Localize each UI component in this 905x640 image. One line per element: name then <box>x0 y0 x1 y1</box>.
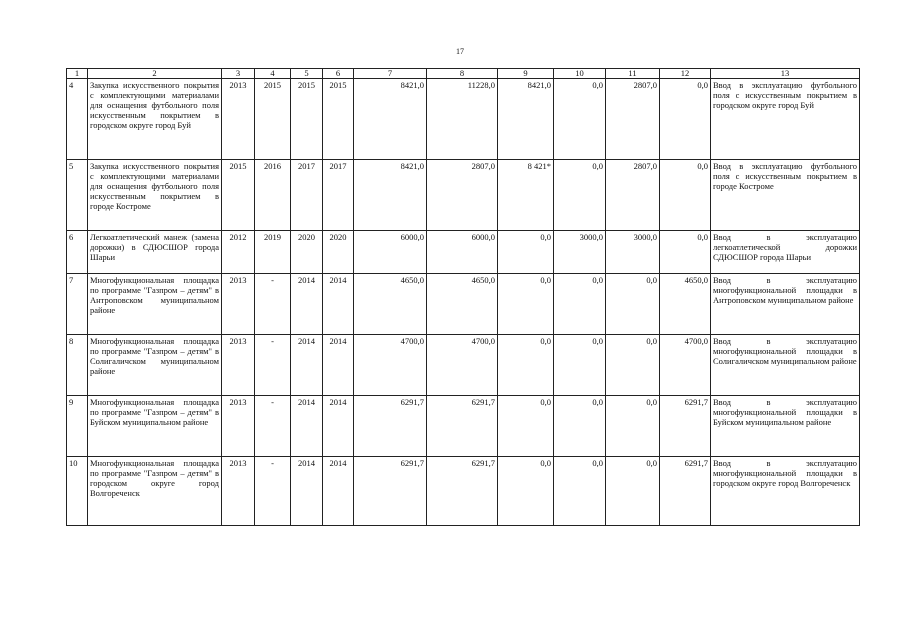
cell-year: 2013 <box>222 396 255 457</box>
cell-amount: 0,0 <box>498 457 554 526</box>
row-number: 9 <box>67 396 88 457</box>
row-number: 8 <box>67 335 88 396</box>
column-header: 2 <box>88 69 222 79</box>
cell-amount: 6291,7 <box>354 457 427 526</box>
expected-result: Ввод в эксплуатацию многофункциональной площадки в городском округе город Волгореченск <box>711 457 860 526</box>
page-number: 17 <box>456 47 464 56</box>
table-row <box>67 160 860 231</box>
cell-amount: 0,0 <box>606 274 660 335</box>
table-header-row <box>67 69 860 79</box>
cell-year: 2015 <box>255 79 291 160</box>
column-header: 4 <box>255 69 291 79</box>
column-header: 5 <box>291 69 323 79</box>
cell-year: 2015 <box>323 79 354 160</box>
cell-year: 2014 <box>291 457 323 526</box>
cell-amount: 0,0 <box>554 274 606 335</box>
cell-amount: 3000,0 <box>554 231 606 274</box>
cell-amount: 0,0 <box>498 231 554 274</box>
cell-amount: 0,0 <box>554 79 606 160</box>
table-row <box>67 396 860 457</box>
cell-year: - <box>255 457 291 526</box>
table-row <box>67 457 860 526</box>
cell-year: 2014 <box>323 274 354 335</box>
cell-amount: 6291,7 <box>660 396 711 457</box>
cell-amount: 0,0 <box>498 396 554 457</box>
expected-result: Ввод в эксплуатацию футбольного поля с искусственным покрытием в городе Костроме <box>711 160 860 231</box>
cell-year: 2019 <box>255 231 291 274</box>
cell-amount: 0,0 <box>660 79 711 160</box>
object-name: Многофункциональная площадка по программе "Газпром – детям" в Антроповском муниципальном районе <box>88 274 222 335</box>
column-header: 9 <box>498 69 554 79</box>
cell-amount: 4650,0 <box>354 274 427 335</box>
cell-year: 2014 <box>323 396 354 457</box>
cell-year: - <box>255 335 291 396</box>
cell-amount: 0,0 <box>554 396 606 457</box>
cell-amount: 0,0 <box>498 274 554 335</box>
object-name: Многофункциональная площадка по программе "Газпром – детям" в Буйском муниципальном районе <box>88 396 222 457</box>
table-row <box>67 335 860 396</box>
cell-year: 2020 <box>323 231 354 274</box>
column-header: 12 <box>660 69 711 79</box>
expected-result: Ввод в эксплуатацию многофункциональной площадки в Антроповском муниципальном районе <box>711 274 860 335</box>
column-header: 7 <box>354 69 427 79</box>
row-number: 10 <box>67 457 88 526</box>
cell-amount: 11228,0 <box>427 79 498 160</box>
cell-year: 2014 <box>291 274 323 335</box>
cell-amount: 6000,0 <box>354 231 427 274</box>
cell-amount: 4700,0 <box>660 335 711 396</box>
object-name: Легкоатлетический манеж (замена дорожки) в СДЮСШОР города Шарьи <box>88 231 222 274</box>
cell-amount: 3000,0 <box>606 231 660 274</box>
cell-year: - <box>255 396 291 457</box>
column-header: 3 <box>222 69 255 79</box>
cell-year: 2014 <box>291 335 323 396</box>
column-header: 8 <box>427 69 498 79</box>
column-header: 6 <box>323 69 354 79</box>
cell-amount: 0,0 <box>606 457 660 526</box>
expected-result: Ввод в эксплуатацию футбольного поля с искусственным покрытием в городском округе город Буй <box>711 79 860 160</box>
cell-amount: 0,0 <box>660 231 711 274</box>
cell-amount: 4700,0 <box>354 335 427 396</box>
cell-amount: 6291,7 <box>354 396 427 457</box>
cell-year: 2012 <box>222 231 255 274</box>
row-number: 7 <box>67 274 88 335</box>
cell-amount: 2807,0 <box>427 160 498 231</box>
object-name: Закупка искусственного покрытия с комплектующими материалами для оснащения футбольного поля искусственным покрытием в городском округе город Буй <box>88 79 222 160</box>
cell-year: 2015 <box>291 79 323 160</box>
object-name: Многофункциональная площадка по программе "Газпром – детям" в Солигаличском муниципальном районе <box>88 335 222 396</box>
cell-amount: 8421,0 <box>354 79 427 160</box>
cell-year: 2013 <box>222 274 255 335</box>
cell-amount: 6291,7 <box>660 457 711 526</box>
cell-year: 2013 <box>222 457 255 526</box>
column-header: 10 <box>554 69 606 79</box>
cell-year: 2016 <box>255 160 291 231</box>
cell-year: 2017 <box>291 160 323 231</box>
cell-amount: 8 421* <box>498 160 554 231</box>
table-row <box>67 79 860 160</box>
cell-amount: 0,0 <box>554 335 606 396</box>
cell-year: 2017 <box>323 160 354 231</box>
cell-amount: 0,0 <box>606 335 660 396</box>
column-header: 1 <box>67 69 88 79</box>
expected-result: Ввод в эксплуатацию многофункциональной площадки в Солигаличском муниципальном районе <box>711 335 860 396</box>
column-header: 13 <box>711 69 860 79</box>
row-number: 4 <box>67 79 88 160</box>
cell-amount: 0,0 <box>660 160 711 231</box>
cell-amount: 8421,0 <box>498 79 554 160</box>
cell-year: - <box>255 274 291 335</box>
cell-amount: 0,0 <box>606 396 660 457</box>
cell-year: 2014 <box>323 457 354 526</box>
table-row <box>67 231 860 274</box>
column-header: 11 <box>606 69 660 79</box>
cell-amount: 4650,0 <box>427 274 498 335</box>
cell-amount: 0,0 <box>498 335 554 396</box>
cell-amount: 2807,0 <box>606 79 660 160</box>
cell-year: 2013 <box>222 79 255 160</box>
row-number: 6 <box>67 231 88 274</box>
cell-amount: 6000,0 <box>427 231 498 274</box>
cell-amount: 4700,0 <box>427 335 498 396</box>
object-name: Многофункциональная площадка по программе "Газпром – детям" в городском округе город Волгореченск <box>88 457 222 526</box>
object-name: Закупка искусственного покрытия с комплектующими материалами для оснащения футбольного поля искусственным покрытием в городе Костроме <box>88 160 222 231</box>
cell-year: 2020 <box>291 231 323 274</box>
cell-year: 2014 <box>291 396 323 457</box>
cell-amount: 8421,0 <box>354 160 427 231</box>
program-table <box>66 68 860 526</box>
expected-result: Ввод в эксплуатацию многофункциональной площадки в Буйском муниципальном районе <box>711 396 860 457</box>
expected-result: Ввод в эксплуатацию легкоатлетической дорожки СДЮСШОР города Шарьи <box>711 231 860 274</box>
cell-year: 2013 <box>222 335 255 396</box>
cell-year: 2015 <box>222 160 255 231</box>
cell-amount: 6291,7 <box>427 396 498 457</box>
cell-amount: 0,0 <box>554 457 606 526</box>
row-number: 5 <box>67 160 88 231</box>
table-row <box>67 274 860 335</box>
cell-amount: 0,0 <box>554 160 606 231</box>
cell-amount: 6291,7 <box>427 457 498 526</box>
cell-year: 2014 <box>323 335 354 396</box>
cell-amount: 2807,0 <box>606 160 660 231</box>
cell-amount: 4650,0 <box>660 274 711 335</box>
